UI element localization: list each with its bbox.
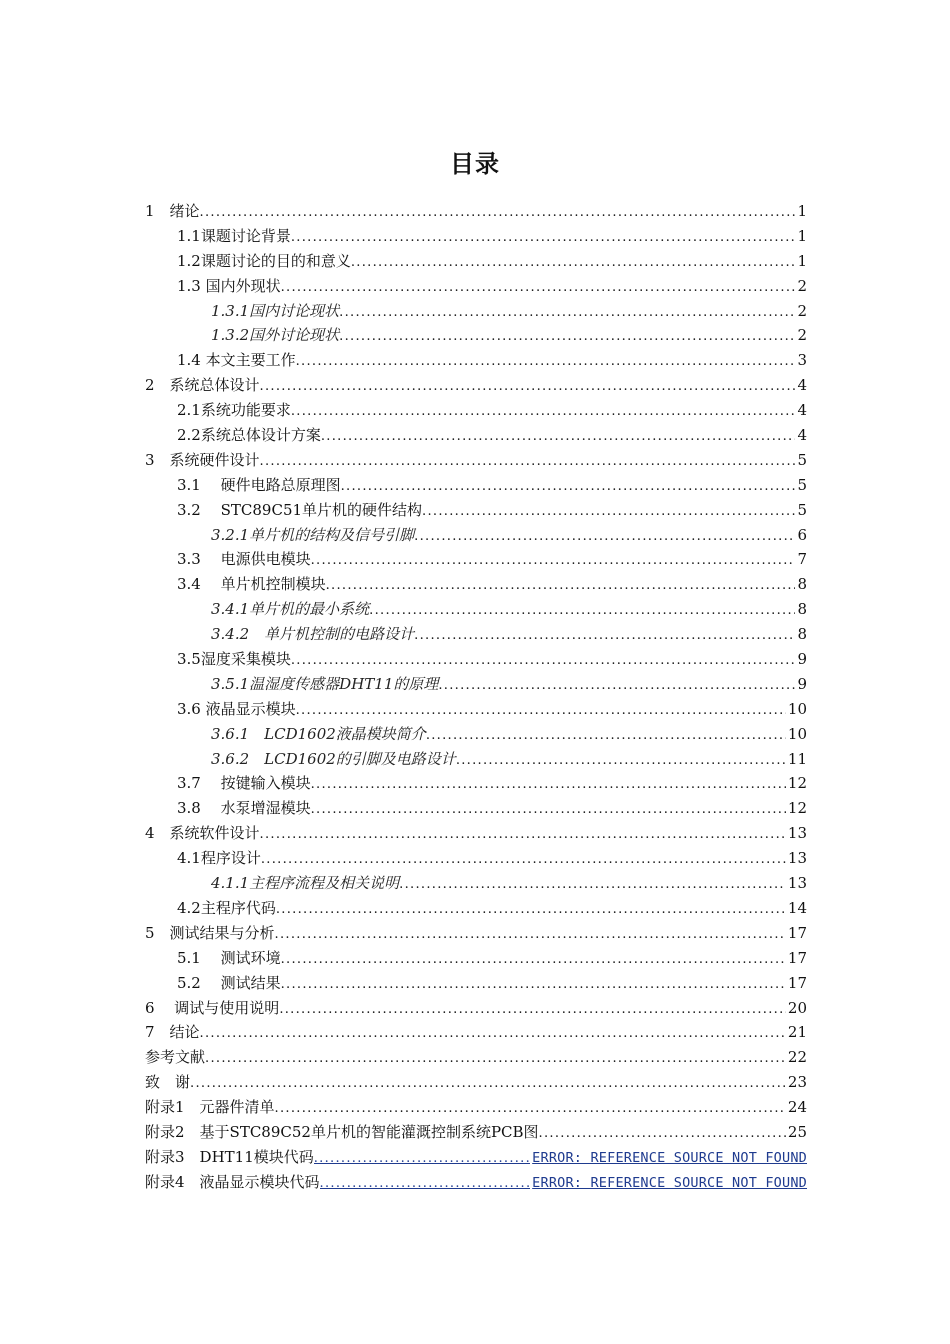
toc-entry-page: 12 xyxy=(787,799,807,818)
toc-entry-page: 4 xyxy=(797,401,807,420)
toc-entry-page: 25 xyxy=(787,1122,807,1141)
toc-entry-page: 3 xyxy=(797,351,807,370)
toc-entry-label: 5 测试结果与分析 xyxy=(145,923,275,942)
toc-dot-leader xyxy=(539,1126,786,1141)
toc-entry[interactable] xyxy=(145,748,807,773)
toc-dot-leader xyxy=(426,728,786,743)
toc-entry-page: 17 xyxy=(787,923,807,942)
toc-entry-label: 3.6.1 LCD1602液晶模块简介 xyxy=(211,724,426,743)
toc-entry[interactable] xyxy=(145,648,807,673)
toc-dot-leader xyxy=(341,479,796,494)
toc-entry-page: 1 xyxy=(797,226,807,245)
toc-dot-leader xyxy=(311,777,786,792)
toc-entry-label: 3.2 STC89C51单片机的硬件结构 xyxy=(177,500,423,519)
toc-dot-leader xyxy=(296,354,796,369)
toc-dot-leader xyxy=(276,902,786,917)
toc-entry[interactable] xyxy=(145,1096,807,1121)
toc-entry[interactable] xyxy=(145,324,807,349)
toc-entry-label: 4.2主程序代码 xyxy=(177,898,276,917)
toc-entry-label: 附录4 液晶显示模块代码 xyxy=(145,1172,320,1191)
toc-entry-label: 3.6.2 LCD1602的引脚及电路设计 xyxy=(211,749,456,768)
toc-entry-page: 12 xyxy=(787,774,807,793)
toc-entry-label: 1 绪论 xyxy=(145,202,200,220)
toc-entry-page: 4 xyxy=(797,426,807,445)
toc-dot-leader xyxy=(414,628,795,643)
toc-dot-leader xyxy=(261,852,786,867)
toc-entry-label: 4.1程序设计 xyxy=(177,849,261,868)
toc-entry-page: 17 xyxy=(787,973,807,992)
toc-entry-label: 3.6 液晶显示模块 xyxy=(177,699,296,718)
toc-entry-label: 3.3 电源供电模块 xyxy=(177,550,311,569)
toc-entry-label: 1.3.1国内讨论现状 xyxy=(211,301,340,320)
toc-dot-leader xyxy=(275,927,786,942)
toc-entry-label: 3.5.1温湿度传感器DHT11的原理 xyxy=(211,674,439,693)
toc-dot-leader xyxy=(339,329,795,344)
toc-dot-leader xyxy=(369,603,795,618)
toc-entry-label: 6 调试与使用说明 xyxy=(145,998,280,1017)
toc-entry[interactable] xyxy=(145,947,807,972)
toc-entry[interactable] xyxy=(145,623,807,648)
toc-entry[interactable] xyxy=(145,1121,807,1146)
toc-entry-page: 11 xyxy=(787,749,807,768)
toc-entry-label: 2.1系统功能要求 xyxy=(177,401,291,420)
toc-dot-leader xyxy=(260,454,796,469)
toc-entry[interactable] xyxy=(145,548,807,573)
toc-entry-label: 参考文献 xyxy=(145,1048,206,1067)
toc-entry-label: 1.1课题讨论背景 xyxy=(177,226,291,245)
toc-entry-label: 5.1 测试环境 xyxy=(177,948,281,967)
toc-dot-leader xyxy=(414,529,795,544)
toc-entry[interactable] xyxy=(145,673,807,698)
toc-entry-label: 3.7 按键输入模块 xyxy=(177,774,311,793)
toc-entry-label: 附录2 基于STC89C52单片机的智能灌溉控制系统PCB图 xyxy=(145,1122,539,1141)
toc-entry-page: 23 xyxy=(787,1073,807,1092)
toc-entry[interactable] xyxy=(145,598,807,623)
toc-entry[interactable] xyxy=(145,1146,807,1171)
toc-dot-leader xyxy=(205,1051,786,1066)
toc-dot-leader xyxy=(281,952,786,967)
toc-entry[interactable] xyxy=(145,1071,807,1096)
toc-entry[interactable] xyxy=(145,449,807,474)
toc-entry[interactable] xyxy=(145,225,807,250)
toc-entry-page: 2 xyxy=(797,326,807,345)
toc-entry-page: 10 xyxy=(787,724,807,743)
toc-dot-leader xyxy=(311,802,786,817)
toc-entry-page: 13 xyxy=(787,874,807,893)
toc-entry-label: 3.5湿度采集模块 xyxy=(177,650,291,669)
toc-entry-label: 5.2 测试结果 xyxy=(177,973,281,992)
toc-entry-page: 2 xyxy=(797,276,807,295)
toc-entry-label: 3.4 单片机控制模块 xyxy=(177,575,326,594)
toc-entry-label: 3.1 硬件电路总原理图 xyxy=(177,475,341,494)
toc-dot-leader xyxy=(296,703,786,718)
toc-entry-label: 1.2课题讨论的目的和意义 xyxy=(177,251,351,270)
toc-entry[interactable] xyxy=(145,897,807,922)
toc-dot-leader xyxy=(399,877,786,892)
toc-entry-label: 1.4 本文主要工作 xyxy=(177,351,296,370)
toc-entry[interactable] xyxy=(145,200,807,225)
toc-error-link[interactable]: ERROR: REFERENCE SOURCE NOT FOUND xyxy=(532,1174,807,1191)
toc-dot-leader xyxy=(422,504,795,519)
toc-entry-page: 5 xyxy=(797,450,807,469)
toc-entry-label: 3.8 水泵增湿模块 xyxy=(177,799,311,818)
toc-entry-label: 4 系统软件设计 xyxy=(145,824,260,843)
toc-entry[interactable] xyxy=(145,474,807,499)
toc-entry[interactable] xyxy=(145,797,807,822)
toc-entry-page: 7 xyxy=(797,550,807,569)
toc-dot-leader xyxy=(260,827,786,842)
toc-entry-label: 1.3 国内外现状 xyxy=(177,276,281,295)
table-of-contents xyxy=(145,200,807,1196)
toc-dot-leader xyxy=(281,280,796,295)
toc-entry-page: 5 xyxy=(797,475,807,494)
toc-dot-leader xyxy=(351,255,796,270)
toc-dot-leader xyxy=(339,305,795,320)
toc-entry-label: 2 系统总体设计 xyxy=(145,376,260,395)
toc-entry-page: 17 xyxy=(787,948,807,967)
toc-entry-page: 8 xyxy=(797,575,807,594)
toc-entry[interactable] xyxy=(145,374,807,399)
toc-entry-label: 2.2系统总体设计方案 xyxy=(177,426,321,445)
toc-entry-page: 9 xyxy=(797,650,807,669)
toc-dot-leader xyxy=(281,977,786,992)
toc-entry-page: 21 xyxy=(787,1023,807,1042)
toc-entry-label: 4.1.1主程序流程及相关说明 xyxy=(211,874,400,893)
toc-dot-leader xyxy=(279,1002,786,1017)
toc-entry[interactable] xyxy=(145,872,807,897)
toc-dot-leader xyxy=(275,1101,786,1116)
toc-entry[interactable] xyxy=(145,772,807,797)
toc-entry-label: 致 谢 xyxy=(145,1073,191,1092)
toc-entry[interactable] xyxy=(145,1021,807,1046)
toc-dot-leader xyxy=(314,1151,530,1166)
toc-entry[interactable] xyxy=(145,1046,807,1071)
toc-entry-label: 3.2.1单片机的结构及信号引脚 xyxy=(211,525,415,544)
page-title: 目录 xyxy=(450,150,500,178)
toc-entry-page: 6 xyxy=(797,525,807,544)
toc-error-link[interactable]: ERROR: REFERENCE SOURCE NOT FOUND xyxy=(532,1149,807,1166)
toc-dot-leader xyxy=(291,230,796,245)
toc-entry[interactable] xyxy=(145,275,807,300)
toc-dot-leader xyxy=(200,205,796,220)
toc-entry-label: 3 系统硬件设计 xyxy=(145,450,260,469)
toc-dot-leader xyxy=(456,753,786,768)
toc-entry[interactable] xyxy=(145,300,807,325)
toc-entry[interactable] xyxy=(145,524,807,549)
toc-entry[interactable] xyxy=(145,573,807,598)
toc-entry-page: 8 xyxy=(797,600,807,619)
toc-entry-page: 2 xyxy=(797,301,807,320)
toc-entry-page: 1 xyxy=(797,251,807,270)
toc-entry[interactable] xyxy=(145,698,807,723)
toc-dot-leader xyxy=(320,1176,531,1191)
toc-dot-leader xyxy=(438,678,795,693)
toc-entry[interactable] xyxy=(145,1171,807,1196)
toc-entry-page: 22 xyxy=(787,1048,807,1067)
toc-entry-label: 附录3 DHT11模块代码 xyxy=(145,1147,314,1166)
toc-entry-label: 3.4.1单片机的最小系统 xyxy=(211,600,370,619)
toc-entry-page: 20 xyxy=(787,998,807,1017)
toc-entry-page: 8 xyxy=(797,625,807,644)
toc-entry-label: 7 结论 xyxy=(145,1023,200,1042)
toc-entry[interactable] xyxy=(145,922,807,947)
toc-entry[interactable] xyxy=(145,972,807,997)
toc-dot-leader xyxy=(311,553,796,568)
toc-entry-page: 1 xyxy=(797,202,807,220)
toc-entry-label: 附录1 元器件清单 xyxy=(145,1098,275,1117)
toc-entry-page: 24 xyxy=(787,1098,807,1117)
toc-entry[interactable] xyxy=(145,847,807,872)
toc-entry-page: 9 xyxy=(797,674,807,693)
toc-entry[interactable] xyxy=(145,822,807,847)
toc-dot-leader xyxy=(190,1076,786,1091)
toc-entry-page: 13 xyxy=(787,849,807,868)
toc-entry[interactable] xyxy=(145,349,807,374)
toc-entry-page: 4 xyxy=(797,376,807,395)
toc-dot-leader xyxy=(291,653,796,668)
toc-entry[interactable] xyxy=(145,250,807,275)
toc-entry-label: 1.3.2国外讨论现状 xyxy=(211,326,340,345)
toc-entry[interactable] xyxy=(145,399,807,424)
toc-dot-leader xyxy=(291,404,796,419)
toc-dot-leader xyxy=(260,379,796,394)
toc-dot-leader xyxy=(326,578,796,593)
toc-entry[interactable] xyxy=(145,499,807,524)
toc-entry-label: 3.4.2 单片机控制的电路设计 xyxy=(211,625,415,644)
toc-entry-page: 10 xyxy=(787,699,807,718)
toc-entry[interactable] xyxy=(145,997,807,1022)
toc-entry[interactable] xyxy=(145,424,807,449)
toc-dot-leader xyxy=(321,429,796,444)
toc-entry[interactable] xyxy=(145,723,807,748)
toc-dot-leader xyxy=(200,1026,786,1041)
toc-entry-page: 13 xyxy=(787,824,807,843)
toc-entry-page: 5 xyxy=(797,500,807,519)
toc-entry-page: 14 xyxy=(787,898,807,917)
